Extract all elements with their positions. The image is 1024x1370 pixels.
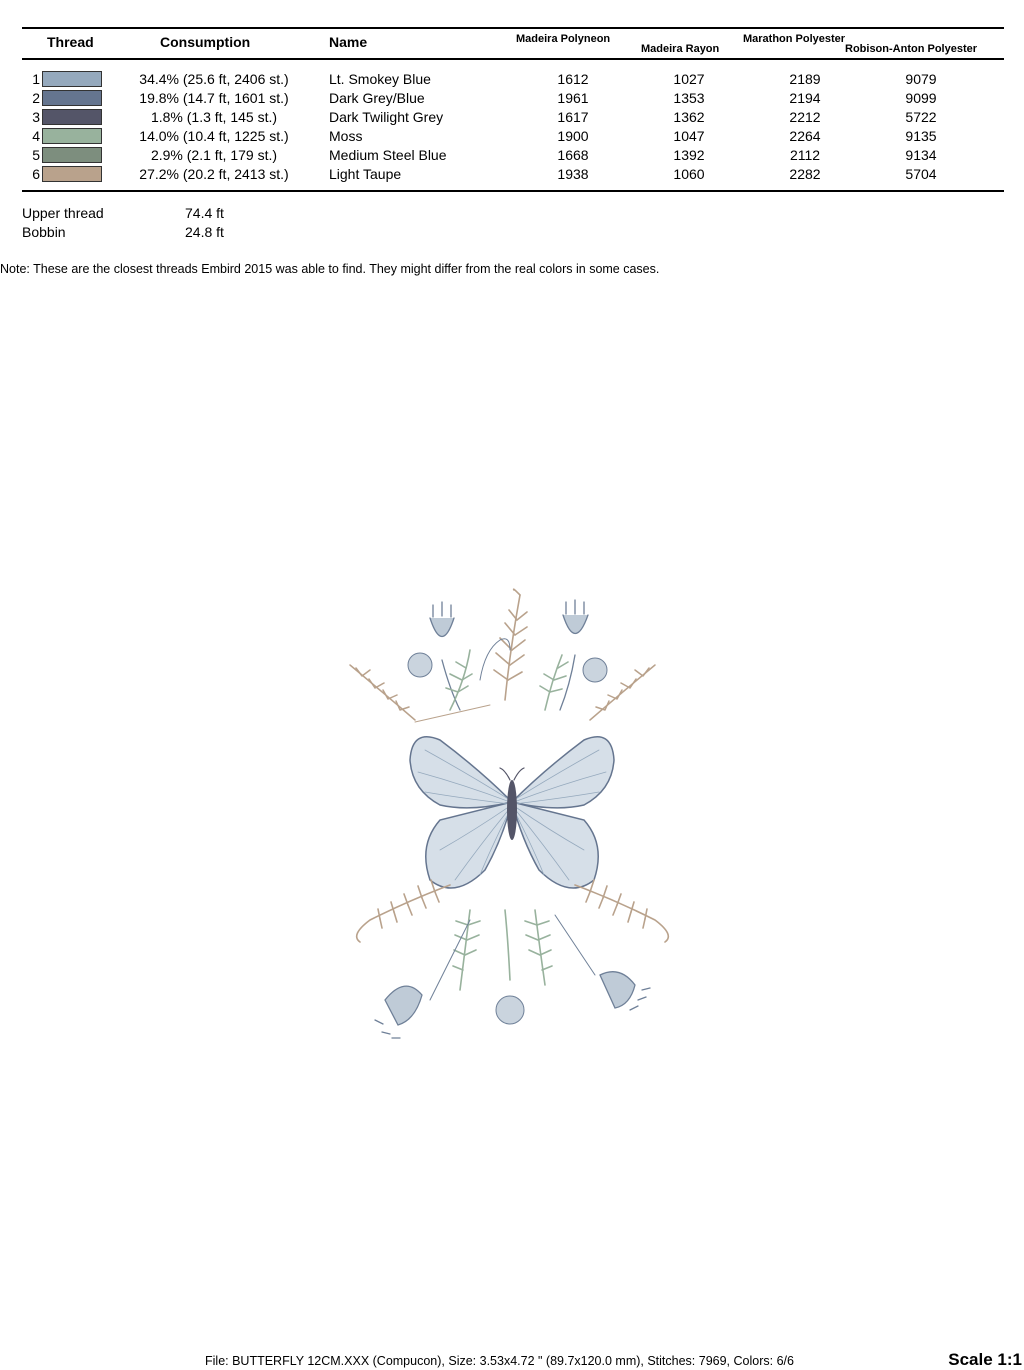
madeira-polyneon-code: 1961 bbox=[557, 90, 589, 106]
thread-name: Medium Steel Blue bbox=[329, 147, 447, 163]
madeira-rayon-code: 1060 bbox=[673, 166, 705, 182]
madeira-rayon-code: 1027 bbox=[673, 71, 705, 87]
madeira-polyneon-code: 1900 bbox=[557, 128, 589, 144]
header-thread: Thread bbox=[47, 34, 94, 50]
header-marathon-polyester: Marathon Polyester bbox=[743, 33, 846, 45]
scale-label: Scale 1:1 bbox=[948, 1350, 1022, 1369]
table-row bbox=[0, 127, 1024, 146]
bellflower-lower-right bbox=[600, 972, 650, 1010]
header-name: Name bbox=[329, 34, 368, 50]
thread-number: 5 bbox=[32, 147, 40, 163]
marathon-code: 2112 bbox=[789, 147, 821, 163]
round-blossom-icon bbox=[496, 996, 524, 1024]
marathon-code: 2189 bbox=[789, 71, 821, 87]
thread-number: 1 bbox=[32, 71, 40, 87]
header-consumption: Consumption bbox=[160, 34, 251, 50]
thread-name: Lt. Smokey Blue bbox=[329, 71, 431, 87]
round-blossom-icon bbox=[583, 658, 607, 682]
thread-number: 3 bbox=[32, 109, 40, 125]
bobbin-label: Bobbin bbox=[22, 224, 66, 240]
header-madeira-polyneon: Madeira Polyneon bbox=[516, 33, 611, 45]
bellflower-top-left bbox=[430, 602, 460, 710]
color-swatch bbox=[42, 109, 102, 125]
table-row bbox=[0, 165, 1024, 184]
madeira-rayon-code: 1362 bbox=[673, 109, 705, 125]
thread-name: Moss bbox=[329, 128, 363, 144]
thread-consumption: 1.8% (1.3 ft, 145 st.) bbox=[150, 109, 278, 125]
butterfly-illustration bbox=[410, 737, 614, 888]
robison-code: 9135 bbox=[905, 128, 937, 144]
thread-consumption: 34.4% (25.6 ft, 2406 st.) bbox=[139, 71, 289, 87]
sprig-top-left bbox=[350, 665, 415, 720]
thread-number: 2 bbox=[32, 90, 40, 106]
robison-code: 5722 bbox=[905, 109, 937, 125]
fern-lower-right bbox=[575, 880, 668, 942]
table-header-rule bbox=[22, 58, 1004, 60]
table-row bbox=[0, 108, 1024, 127]
thread-consumption: 2.9% (2.1 ft, 179 st.) bbox=[150, 147, 278, 163]
bellflower-top-right bbox=[560, 600, 588, 710]
upper-thread-label: Upper thread bbox=[22, 205, 104, 221]
header-madeira-rayon: Madeira Rayon bbox=[641, 43, 720, 55]
marathon-code: 2212 bbox=[789, 109, 821, 125]
marathon-code: 2282 bbox=[789, 166, 821, 182]
table-row bbox=[0, 89, 1024, 108]
fern-lower-left bbox=[357, 880, 450, 942]
robison-code: 9134 bbox=[905, 147, 937, 163]
thread-consumption: 27.2% (20.2 ft, 2413 st.) bbox=[139, 166, 289, 182]
robison-code: 5704 bbox=[905, 166, 937, 182]
table-row bbox=[0, 70, 1024, 89]
bellflower-lower-left bbox=[375, 986, 422, 1038]
color-swatch bbox=[42, 128, 102, 144]
madeira-polyneon-code: 1668 bbox=[557, 147, 589, 163]
madeira-rayon-code: 1353 bbox=[673, 90, 705, 106]
madeira-polyneon-code: 1938 bbox=[557, 166, 589, 182]
thread-consumption: 14.0% (10.4 ft, 1225 st.) bbox=[139, 128, 289, 144]
table-top-rule bbox=[22, 27, 1004, 29]
marathon-code: 2194 bbox=[789, 90, 821, 106]
thread-number: 4 bbox=[32, 128, 40, 144]
madeira-rayon-code: 1392 bbox=[673, 147, 705, 163]
thread-note: Note: These are the closest threads Embird 2015 was able to find. They might differ from the real colors in some cases. bbox=[0, 262, 660, 276]
color-swatch bbox=[42, 147, 102, 163]
thread-number: 6 bbox=[32, 166, 40, 182]
madeira-rayon-code: 1047 bbox=[673, 128, 705, 144]
embroidery-design-preview bbox=[330, 580, 690, 1050]
madeira-polyneon-code: 1617 bbox=[557, 109, 589, 125]
robison-code: 9079 bbox=[905, 71, 937, 87]
round-blossom-icon bbox=[408, 653, 432, 677]
thread-consumption: 19.8% (14.7 ft, 1601 st.) bbox=[139, 90, 289, 106]
marathon-code: 2264 bbox=[789, 128, 821, 144]
thread-name: Light Taupe bbox=[329, 166, 402, 182]
thread-name: Dark Grey/Blue bbox=[329, 90, 425, 106]
bobbin-value: 24.8 ft bbox=[185, 224, 224, 240]
upper-thread-value: 74.4 ft bbox=[185, 205, 224, 221]
color-swatch bbox=[42, 71, 102, 87]
header-robison-anton-polyester: Robison-Anton Polyester bbox=[845, 43, 978, 55]
greenery-lower bbox=[453, 910, 552, 990]
color-swatch bbox=[42, 90, 102, 106]
thread-name: Dark Twilight Grey bbox=[329, 109, 444, 125]
table-row bbox=[0, 146, 1024, 165]
file-info-footer: File: BUTTERFLY 12CM.XXX (Compucon), Size: 3.53x4.72 " (89.7x120.0 mm), Stitches: 7969, Colors: 6/6 bbox=[205, 1354, 794, 1368]
fern-top-center bbox=[494, 589, 527, 700]
color-swatch bbox=[42, 166, 102, 182]
robison-code: 9099 bbox=[905, 90, 937, 106]
table-bottom-rule bbox=[22, 190, 1004, 192]
madeira-polyneon-code: 1612 bbox=[557, 71, 589, 87]
